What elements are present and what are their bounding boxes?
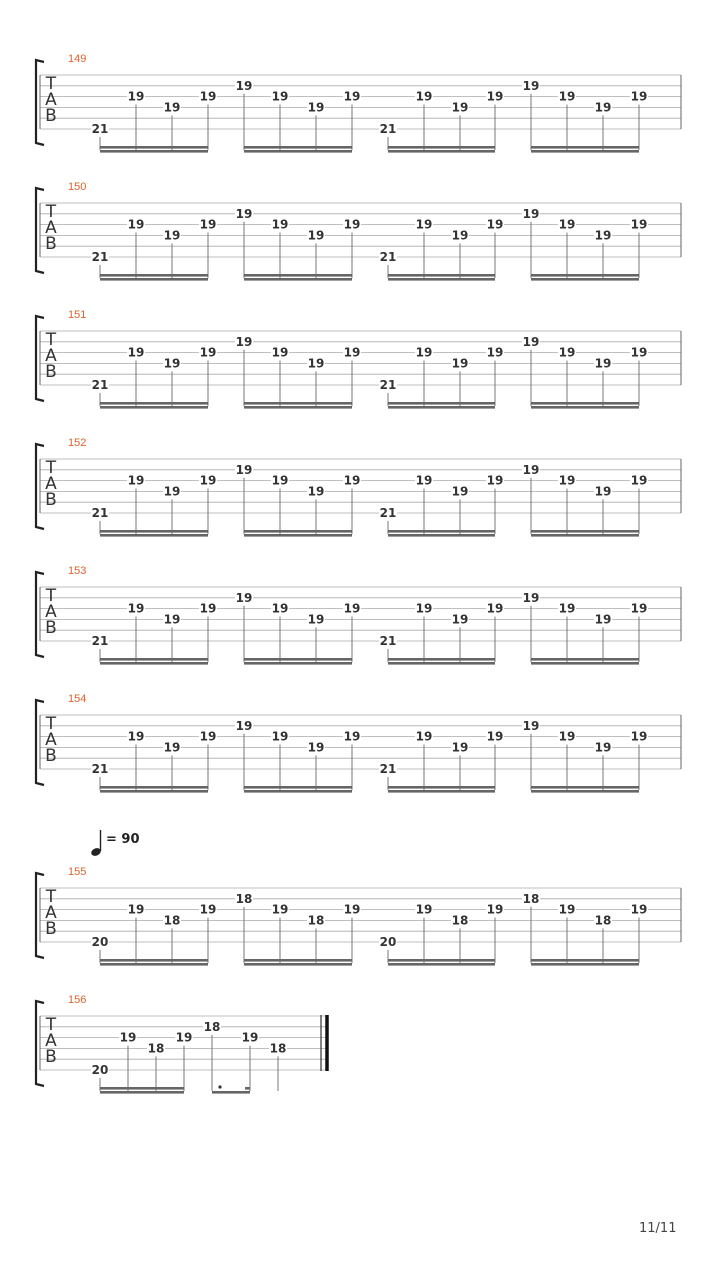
tab-clef-letter: A [45,903,57,923]
beam [244,963,352,966]
fret-number: 19 [451,228,469,243]
fret-number: 19 [522,462,540,477]
beam [388,278,495,281]
fret-number: 20 [379,935,397,949]
fret-number: 18 [269,1041,287,1056]
fret-number: 19 [127,89,145,104]
beam [244,959,352,962]
fret-number: 19 [343,89,361,104]
fret-number: 19 [630,89,648,104]
beam [388,662,495,665]
measure-number: 154 [68,693,87,705]
tab-system [36,565,681,665]
fret-number: 18 [522,891,540,906]
fret-number: 19 [241,1030,259,1045]
beam [100,402,208,405]
fret-number: 20 [91,935,109,949]
beam [531,406,639,409]
fret-number: 19 [199,345,217,360]
beam [531,146,639,149]
fret-number: 19 [486,473,504,488]
fret-number: 19 [451,100,469,115]
beam [244,658,352,661]
fret-number: 19 [343,217,361,232]
tab-clef-letter: B [45,618,57,638]
beam [100,662,208,665]
beam [531,963,639,966]
measure-number: 156 [68,994,87,1006]
measure-number: 150 [68,181,87,193]
beam [388,963,495,966]
fret-number: 19 [163,228,181,243]
tab-clef-letter: T [45,586,57,606]
fret-number: 19 [235,462,253,477]
tempo-text: = 90 [106,832,140,847]
fret-number: 19 [307,740,325,755]
fret-number: 19 [558,729,576,744]
fret-number: 19 [630,902,648,917]
beam [388,790,495,793]
tab-clef-letter: T [45,458,57,478]
fret-number: 19 [127,345,145,360]
beam [100,530,208,533]
tab-clef-letter: T [45,330,57,350]
fret-number: 19 [558,473,576,488]
beam [244,150,352,153]
fret-number: 19 [307,228,325,243]
beam [212,1091,250,1094]
fret-number: 19 [271,601,289,616]
tab-system [36,309,681,409]
fret-number: 19 [127,217,145,232]
measure-number: 149 [68,53,87,65]
fret-number: 21 [91,378,109,392]
fret-number: 19 [343,729,361,744]
fret-number: 19 [343,473,361,488]
fret-number: 19 [271,729,289,744]
beam [388,658,495,661]
fret-number: 19 [163,612,181,627]
tab-clef-letter: A [45,602,57,622]
fret-number: 19 [271,902,289,917]
fret-number: 19 [199,473,217,488]
fret-number: 19 [199,902,217,917]
beam [531,959,639,962]
fret-number: 19 [175,1030,193,1045]
fret-number: 19 [594,100,612,115]
fret-number: 19 [630,729,648,744]
tab-clef-letter: B [45,362,57,382]
beam-partial [245,1087,250,1090]
fret-number: 19 [127,473,145,488]
beam [100,1091,184,1094]
fret-number: 19 [486,217,504,232]
fret-number: 18 [147,1041,165,1056]
fret-number: 19 [594,612,612,627]
fret-number: 21 [379,506,397,520]
fret-number: 19 [630,345,648,360]
fret-number: 19 [558,89,576,104]
tab-clef-letter: T [45,202,57,222]
fret-number: 19 [163,484,181,499]
fret-number: 19 [594,356,612,371]
beam [531,658,639,661]
fret-number: 19 [594,228,612,243]
tab-system [36,830,681,966]
fret-number: 19 [522,206,540,221]
fret-number: 21 [379,762,397,776]
tab-clef-letter: B [45,1047,57,1067]
fret-number: 21 [91,506,109,520]
beam [388,402,495,405]
fret-number: 19 [630,473,648,488]
beam [100,658,208,661]
tab-clef-letter: B [45,106,57,126]
fret-number: 19 [630,601,648,616]
beam [388,406,495,409]
augmentation-dot [218,1085,221,1088]
beam [388,534,495,537]
fret-number: 19 [235,78,253,93]
fret-number: 19 [558,345,576,360]
beam [100,1087,184,1090]
beam [100,790,208,793]
beam [531,274,639,277]
tab-clef-letter: B [45,919,57,939]
fret-number: 19 [415,902,433,917]
beam [100,406,208,409]
tab-clef-letter: A [45,1031,57,1051]
beam [531,534,639,537]
beam [244,534,352,537]
fret-number: 19 [127,601,145,616]
tab-clef-letter: T [45,887,57,907]
fret-number: 19 [127,729,145,744]
fret-number: 18 [235,891,253,906]
measure-number: 153 [68,565,87,577]
fret-number: 19 [558,601,576,616]
tab-clef-letter: A [45,730,57,750]
fret-number: 19 [343,601,361,616]
fret-number: 19 [558,217,576,232]
fret-number: 19 [163,740,181,755]
beam [100,274,208,277]
fret-number: 19 [451,484,469,499]
fret-number: 19 [451,356,469,371]
tab-clef-letter: B [45,490,57,510]
beam [100,146,208,149]
beam [100,963,208,966]
fret-number: 19 [199,729,217,744]
beam [531,786,639,789]
tab-clef-letter: B [45,234,57,254]
fret-number: 21 [91,634,109,648]
beam [531,790,639,793]
measure-number: 155 [68,866,87,878]
tab-clef-letter: A [45,218,57,238]
beam [100,786,208,789]
tab-system [36,181,681,281]
fret-number: 19 [522,590,540,605]
fret-number: 19 [307,612,325,627]
fret-number: 19 [235,206,253,221]
fret-number: 19 [307,484,325,499]
fret-number: 18 [594,913,612,928]
fret-number: 19 [486,345,504,360]
fret-number: 19 [307,100,325,115]
fret-number: 19 [199,217,217,232]
page-number: 11/11 [639,1221,677,1236]
fret-number: 19 [307,356,325,371]
beam [244,146,352,149]
tab-clef-letter: T [45,74,57,94]
beam [100,150,208,153]
beam [388,274,495,277]
fret-number: 19 [271,217,289,232]
beam [388,530,495,533]
fret-number: 19 [235,334,253,349]
tab-clef-letter: A [45,90,57,110]
fret-number: 19 [486,601,504,616]
beam [244,662,352,665]
beam [531,530,639,533]
tab-clef-letter: T [45,714,57,734]
beam [244,406,352,409]
fret-number: 18 [163,913,181,928]
tab-system [36,53,681,153]
fret-number: 19 [594,484,612,499]
fret-number: 19 [271,473,289,488]
fret-number: 19 [486,902,504,917]
fret-number: 21 [379,250,397,264]
beam [100,534,208,537]
beam [388,150,495,153]
fret-number: 19 [119,1030,137,1045]
fret-number: 19 [271,89,289,104]
fret-number: 19 [199,601,217,616]
fret-number: 20 [91,1063,109,1077]
beam [388,959,495,962]
tab-clef-letter: B [45,746,57,766]
tab-clef-letter: A [45,474,57,494]
tab-clef-letter: T [45,1015,57,1035]
fret-number: 19 [594,740,612,755]
fret-number: 19 [343,902,361,917]
beam [244,274,352,277]
beam [531,402,639,405]
tab-system [36,994,327,1094]
fret-number: 19 [343,345,361,360]
fret-number: 19 [271,345,289,360]
fret-number: 19 [415,473,433,488]
measure-number: 152 [68,437,87,449]
fret-number: 21 [379,378,397,392]
fret-number: 19 [235,718,253,733]
fret-number: 19 [451,740,469,755]
fret-number: 19 [415,601,433,616]
beam [244,790,352,793]
fret-number: 19 [522,78,540,93]
fret-number: 21 [91,762,109,776]
fret-number: 21 [379,634,397,648]
tempo-marking [90,830,140,857]
beam [388,786,495,789]
beam [531,662,639,665]
beam [244,786,352,789]
fret-number: 18 [203,1019,221,1034]
beam [244,530,352,533]
beam [244,278,352,281]
beam [531,278,639,281]
tab-system [36,437,681,537]
beam [100,959,208,962]
fret-number: 19 [163,356,181,371]
beam [244,402,352,405]
fret-number: 21 [379,122,397,136]
fret-number: 19 [415,217,433,232]
fret-number: 19 [522,334,540,349]
beam [100,278,208,281]
fret-number: 19 [451,612,469,627]
fret-number: 21 [91,122,109,136]
fret-number: 19 [163,100,181,115]
fret-number: 19 [630,217,648,232]
fret-number: 18 [451,913,469,928]
fret-number: 19 [486,729,504,744]
measure-number: 151 [68,309,87,321]
tab-system [36,693,681,793]
fret-number: 19 [486,89,504,104]
fret-number: 19 [415,345,433,360]
fret-number: 19 [127,902,145,917]
fret-number: 19 [235,590,253,605]
fret-number: 19 [199,89,217,104]
fret-number: 19 [522,718,540,733]
fret-number: 21 [91,250,109,264]
fret-number: 19 [415,729,433,744]
fret-number: 18 [307,913,325,928]
beam [531,150,639,153]
beam [388,146,495,149]
tab-clef-letter: A [45,346,57,366]
fret-number: 19 [415,89,433,104]
fret-number: 19 [558,902,576,917]
